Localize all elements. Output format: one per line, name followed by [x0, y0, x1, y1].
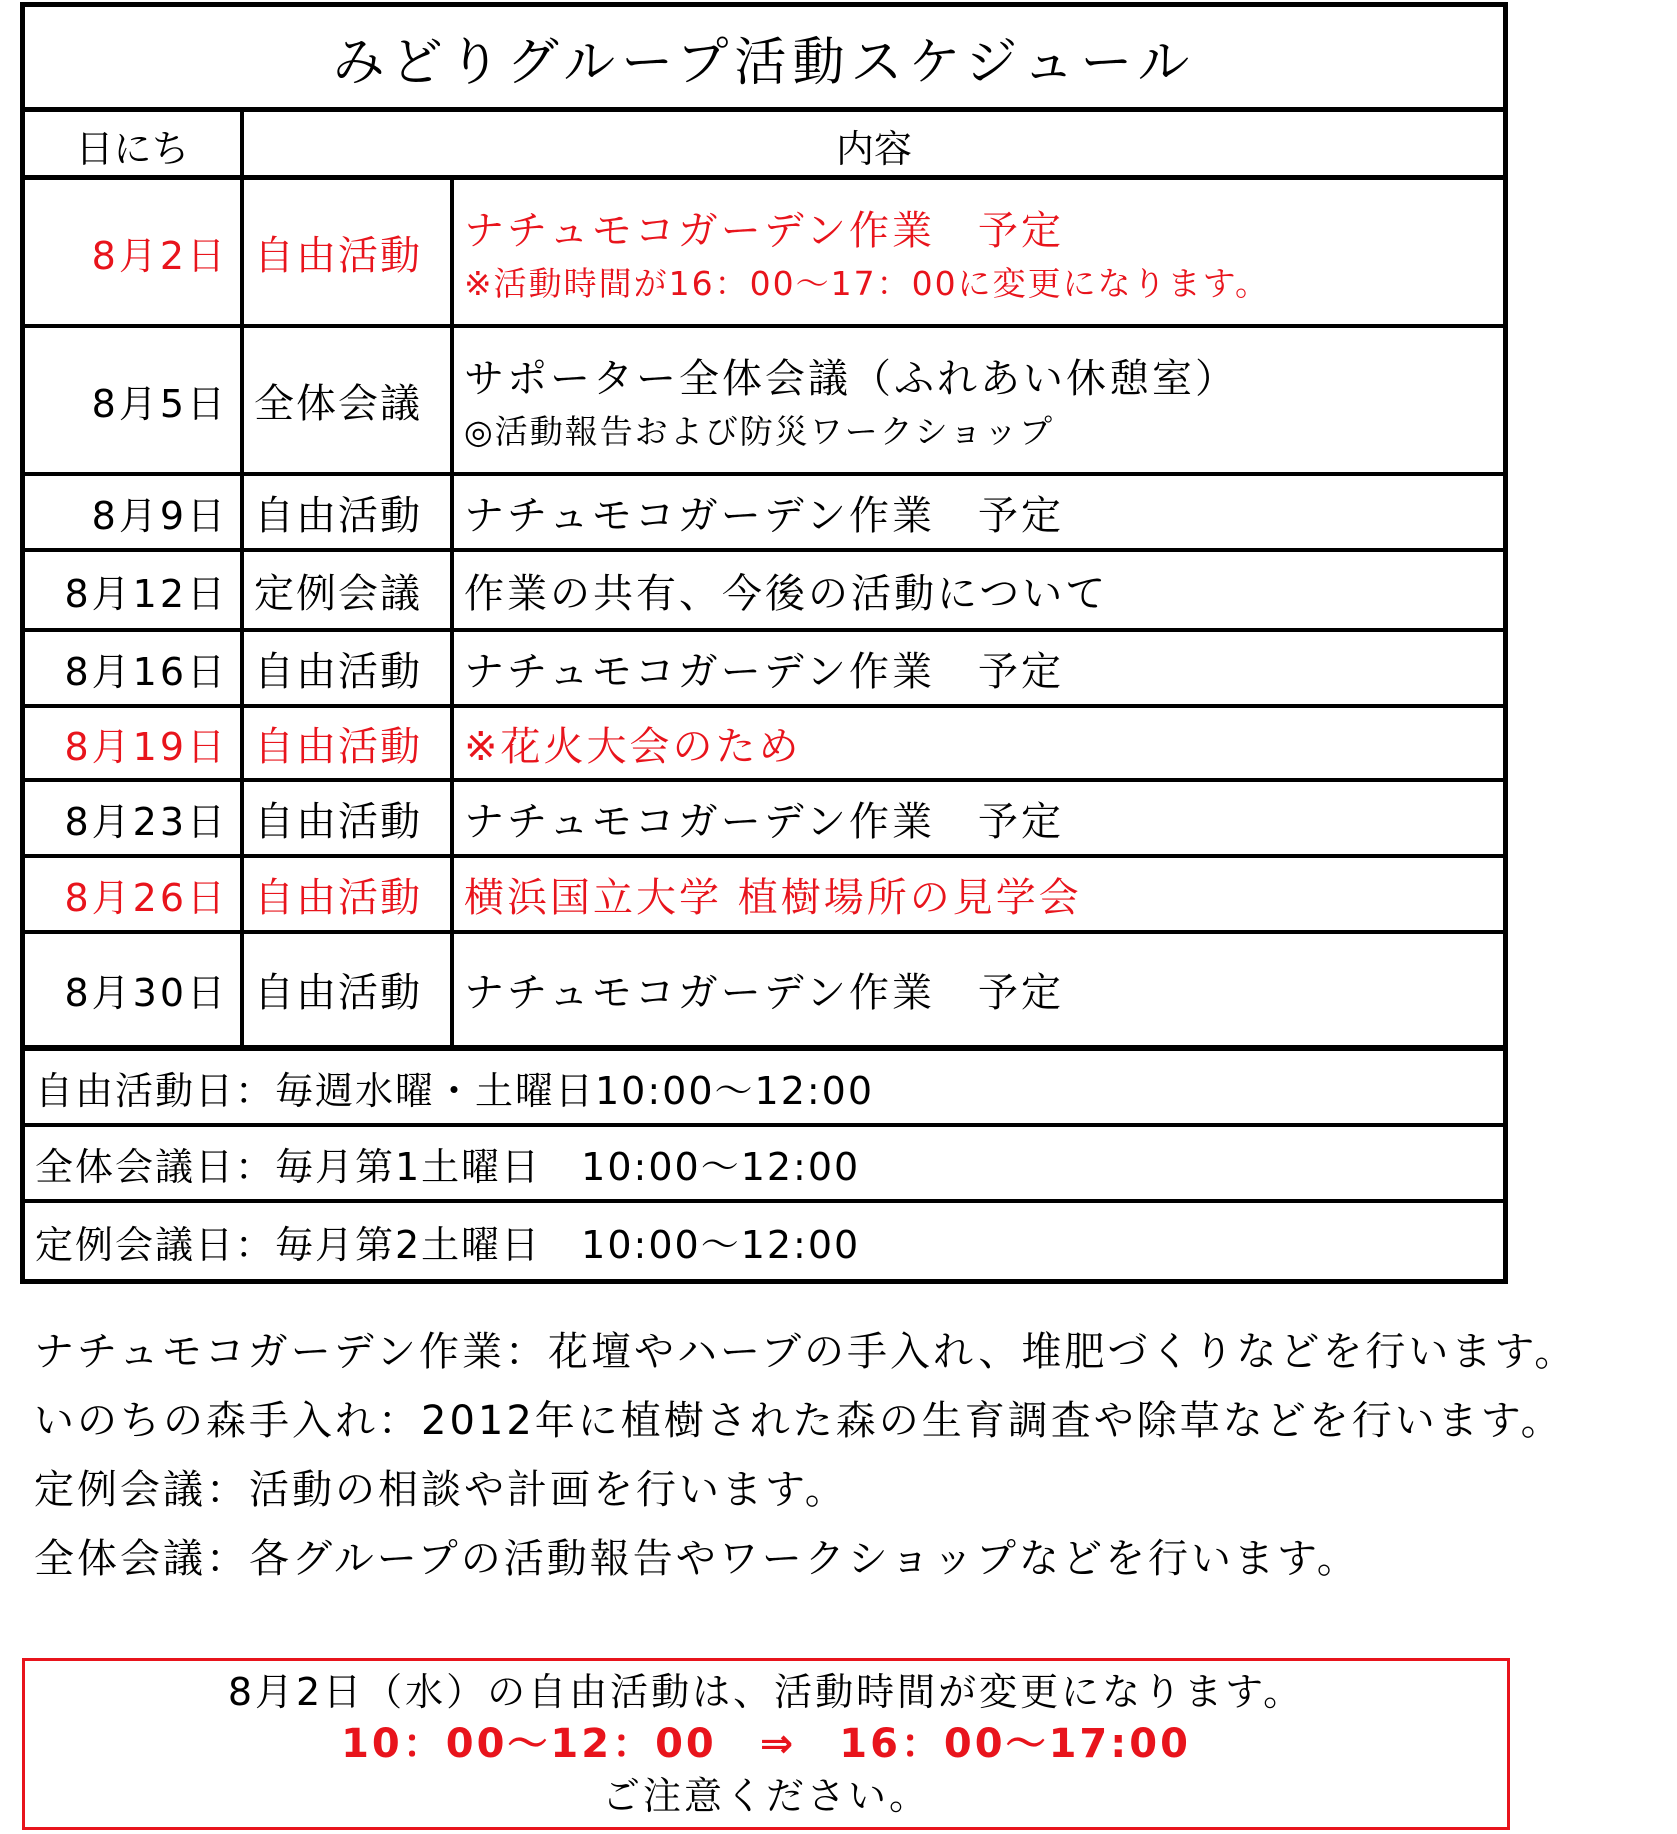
notice-line-1: 8月2日（水）の自由活動は、活動時間が変更になります。 [227, 1670, 1305, 1714]
footer-regular-meeting-day: 定例会議日：毎月第2土曜日 10:00～12:00 [35, 1222, 861, 1267]
row-type: 自由活動 [254, 874, 422, 921]
row-content-main: ナチュモコガーデン作業 予定 [464, 648, 1064, 695]
row-type: 自由活動 [254, 723, 422, 770]
time-change-notice [22, 1658, 1510, 1830]
row-content [454, 180, 1503, 324]
row-date: 8月2日 [91, 233, 228, 278]
row-content-main: サポーター全体会議（ふれあい休憩室） [464, 356, 1238, 402]
note-garden-work: ナチュモコガーデン作業：花壇やハーブの手入れ、堆肥づくりなどを行います。 [34, 1329, 1578, 1375]
row-content-main: ナチュモコガーデン作業 予定 [464, 970, 1064, 1016]
row-content [454, 476, 1503, 548]
row-content-main: 横浜国立大学 植樹場所の見学会 [464, 874, 1082, 921]
row-content-main: ※花火大会のため [464, 723, 802, 770]
row-content [454, 782, 1503, 854]
note-regular-meeting: 定例会議：活動の相談や計画を行います。 [34, 1467, 848, 1513]
row-content [454, 858, 1503, 930]
note-forest-care: いのちの森手入れ：2012年に植樹された森の生育調査や除草などを行います。 [34, 1398, 1564, 1444]
schedule-title: みどりグループ活動スケジュール [332, 32, 1196, 93]
row-date: 8月9日 [91, 493, 228, 538]
row-content [454, 328, 1503, 472]
row-content-main: 作業の共有、今後の活動について [464, 570, 1109, 617]
column-divider [450, 180, 454, 1047]
row-type: 自由活動 [254, 970, 422, 1016]
column-divider [240, 112, 244, 1047]
row-content-main: ナチュモコガーデン作業 予定 [464, 492, 1064, 539]
row-date: 8月19日 [64, 724, 228, 769]
notice-time-change: 10：00～12：00 ⇒ 16：00～17:00 [341, 1721, 1191, 1767]
row-content [454, 708, 1503, 778]
row-content-sub: ※活動時間が16：00～17：00に変更になります。 [464, 264, 1270, 303]
row-content [454, 934, 1503, 1045]
divider [25, 107, 1503, 112]
header-content: 内容 [835, 126, 912, 171]
row-type: 定例会議 [254, 570, 422, 617]
row-type: 全体会議 [254, 380, 422, 427]
row-date: 8月23日 [64, 799, 228, 844]
header-date: 日にち [75, 126, 190, 171]
notes [34, 1318, 1674, 1594]
note-general-meeting: 全体会議：各グループの活動報告やワークショップなどを行います。 [34, 1536, 1360, 1582]
row-date: 8月26日 [64, 875, 228, 920]
row-type: 自由活動 [254, 232, 422, 279]
row-content [454, 632, 1503, 704]
footer-free-activity-day: 自由活動日：毎週水曜・土曜日10:00～12:00 [35, 1068, 875, 1113]
row-content-main: ナチュモコガーデン作業 予定 [464, 208, 1064, 254]
notice-line-3: ご注意ください。 [601, 1774, 930, 1818]
row-date: 8月16日 [64, 649, 228, 694]
row-type: 自由活動 [254, 492, 422, 539]
footer-general-meeting-day: 全体会議日：毎月第1土曜日 10:00～12:00 [35, 1144, 861, 1189]
row-content-main: ナチュモコガーデン作業 予定 [464, 798, 1064, 845]
row-content-sub: ◎活動報告および防災ワークショップ [464, 412, 1055, 451]
row-content [454, 552, 1503, 628]
schedule-table [20, 2, 1508, 1284]
row-date: 8月12日 [64, 571, 228, 616]
row-type: 自由活動 [254, 648, 422, 695]
row-date: 8月30日 [64, 971, 228, 1015]
row-date: 8月5日 [91, 381, 228, 426]
row-type: 自由活動 [254, 798, 422, 845]
